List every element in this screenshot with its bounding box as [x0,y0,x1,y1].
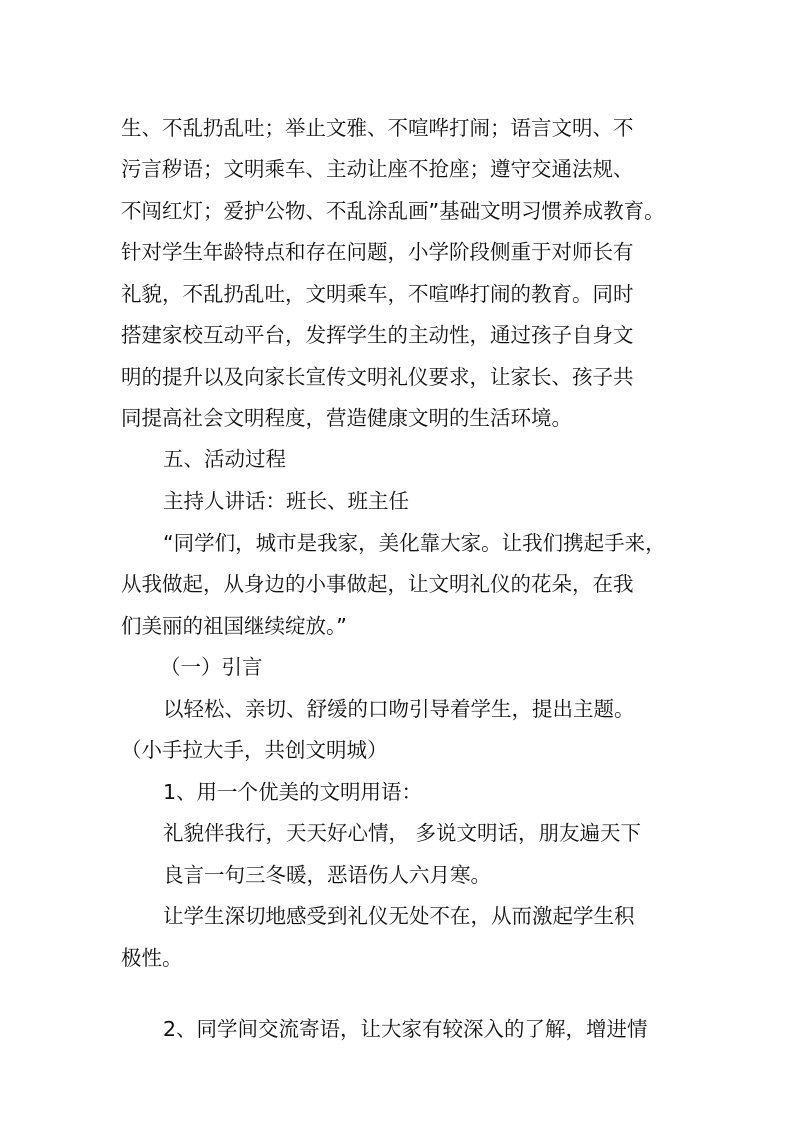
text-line: （小手拉大手，共创文明城） [121,738,388,762]
section-heading: 五、活动过程 [163,447,286,471]
text-line: 明的提升以及向家长宣传文明礼仪要求，让家长、孩子共 [121,365,634,389]
text-line: 生、不乱扔乱吐；举止文雅、不喧哗打闹；语言文明、不 [121,116,634,140]
text-line: 礼貌，不乱扔乱吐，文明乘车，不喧哗打闹的教育。同时 [121,282,634,306]
text-line: 良言一句三冬暖，恶语伤人六月寒。 [163,863,491,887]
list-item: 1、用一个优美的文明用语： [163,780,423,804]
text-line: 主持人讲话：班长、班主任 [163,489,409,513]
quote-line: “同学们，城市是我家，美化靠大家。让我们携起手来， [163,531,666,555]
quote-line: 们美丽的祖国继续绽放。” [121,614,347,638]
text-line: 让学生深切地感受到礼仪无处不在，从而激起学生积 [163,904,635,928]
quote-line: 从我做起，从身边的小事做起，让文明礼仪的花朵，在我 [121,572,634,596]
text-line: 搭建家校互动平台，发挥学生的主动性，通过孩子自身文 [121,323,634,347]
text-line: 礼貌伴我行，天天好心情， 多说文明话，朋友遍天下 [163,821,642,845]
subsection-heading: （一）引言 [160,655,263,679]
text-line: 污言秽语；文明乘车、主动让座不抢座；遵守交通法规、 [121,157,634,181]
list-item: 2、同学间交流寄语，让大家有较深入的了解，增进情 [163,1017,648,1041]
text-line: 不闯红灯；爱护公物、不乱涂乱画”基础文明习惯养成教育。 [121,199,665,223]
text-line: 针对学生年龄特点和存在问题，小学阶段侧重于对师长有 [121,240,634,264]
text-line: 以轻松、亲切、舒缓的口吻引导着学生，提出主题。 [163,697,635,721]
text-line: 极性。 [121,946,183,970]
text-line: 同提高社会文明程度，营造健康文明的生活环境。 [121,406,572,430]
